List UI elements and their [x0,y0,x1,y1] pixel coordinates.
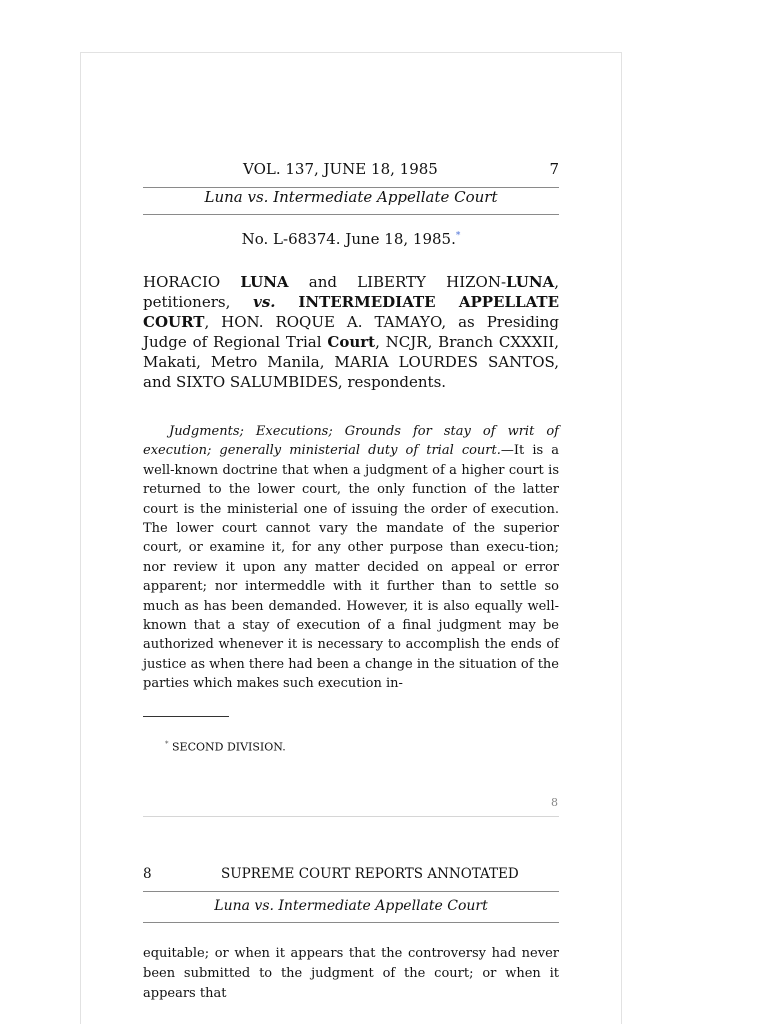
parties-bold: Court [327,333,376,351]
parties-text: , petitioners, [143,273,559,311]
caption-rule-2 [143,922,559,923]
page-separator [143,816,559,817]
parties-bold: LUNA [506,273,555,291]
parties-text: , NCJR, Branch CXXXII, Makati, Metro Manila, MARIA LOURDES SANTOS, and SIXTO SALUMBIDES, respondents. [143,333,559,391]
syllabus-paragraph [143,422,559,694]
volume-date: VOL. 137, JUNE 18, 1985 [243,160,438,178]
versus-text: vs. [253,293,276,311]
parties-text: HORACIO [143,273,241,291]
parties-bold: LUNA [240,273,289,291]
parties-text: and LIBERTY HIZON- [288,273,507,291]
parties-text [276,293,299,311]
footnote [165,740,286,754]
footnote-text: SECOND DIVISION. [172,740,286,754]
footnote-link[interactable]: * [455,231,461,241]
syllabus-text: —It is a well-known doctrine that when a judgment of a higher court is returned to the lower court, the only function of the latter court is the ministerial one of issuing the order of execution. The lower court cannot vary the mandate of the superior court, or examine it, for any other purpose than execu-tion; nor review it upon any matter decided on appeal or error apparent; nor intermeddle with it further than to settle so much as has been demanded. However, it is also equally well-known that a stay of execution of a final judgment may be authorized whenever it is necessary to accomplish the ends of justice as when there had been a change in the situation of the parties which makes such execution in- [143,443,559,692]
parties-text: , HON. ROQUE A. TAMAYO, as Presiding Judge of Regional Trial [143,313,559,351]
docket-line [143,230,559,248]
parties-block [143,272,559,392]
syllabus-headnote: Judgments; Executions; Grounds for stay of writ of execution; generally ministerial duty of trial court. [143,424,559,459]
footnote-rule [143,716,229,717]
docket-text: No. L-68374. June 18, 1985. [241,230,456,248]
running-header-2 [143,866,559,886]
footnote-mark: * [165,740,169,748]
parties-bold: INTERMEDIATE APPELLATE COURT [143,293,559,331]
page-number-2: 8 [143,866,152,882]
page-number: 7 [549,160,559,178]
caption-rule [143,214,559,215]
header-rule-2 [143,891,559,892]
running-header [143,160,559,182]
body-text-2: equitable; or when it appears that the controversy had never been submitted to the judgment of the court; or when it appears that [143,946,559,1001]
case-caption-2: Luna vs. Intermediate Appellate Court [214,898,488,914]
case-caption: Luna vs. Intermediate Appellate Court [204,188,498,206]
page-marker: 8 [551,796,558,809]
reporter-title: SUPREME COURT REPORTS ANNOTATED [221,866,519,882]
